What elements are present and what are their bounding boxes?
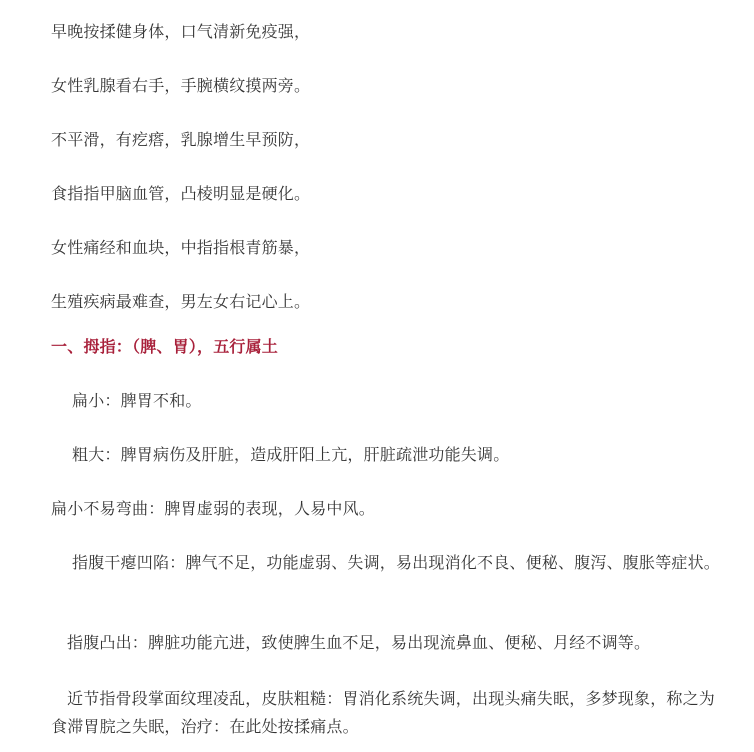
item-protruding-pad: 指腹凸出：脾脏功能亢进，致使脾生血不足，易出现流鼻血、便秘、月经不调等。 xyxy=(67,633,651,652)
verse-line-4: 食指指甲脑血管，凸棱明显是硬化。 xyxy=(51,184,311,203)
item-thick-large: 粗大：脾胃病伤及肝脏，造成肝阳上亢，肝脏疏泄功能失调。 xyxy=(72,445,510,464)
item-flat-small: 扁小：脾胃不和。 xyxy=(72,391,202,410)
verse-line-3: 不平滑，有疙瘩，乳腺增生早预防， xyxy=(51,130,311,149)
item-flat-rigid: 扁小不易弯曲：脾胃虚弱的表现，人易中风。 xyxy=(51,499,376,518)
item-proximal-phalanx: 近节指骨段掌面纹理凌乱，皮肤粗糙：胃消化系统失调，出现头痛失眠，多梦现象，称之为食滞胃脘之失眠，治疗：在此处按揉痛点。 xyxy=(51,689,716,736)
section-heading: 一、拇指：（脾、胃），五行属土 xyxy=(51,337,279,356)
verse-line-6: 生殖疾病最难查，男左女右记心上。 xyxy=(51,292,311,311)
verse-line-5: 女性痛经和血块，中指指根青筋暴， xyxy=(51,238,311,257)
verse-line-2: 女性乳腺看右手，手腕横纹摸两旁。 xyxy=(51,76,311,95)
item-sunken-pad: 指腹干瘪凹陷：脾气不足，功能虚弱、失调，易出现消化不良、便秘、腹泻、腹胀等症状。 xyxy=(72,553,721,572)
verse-line-1: 早晚按揉健身体，口气清新免疫强， xyxy=(51,22,311,41)
